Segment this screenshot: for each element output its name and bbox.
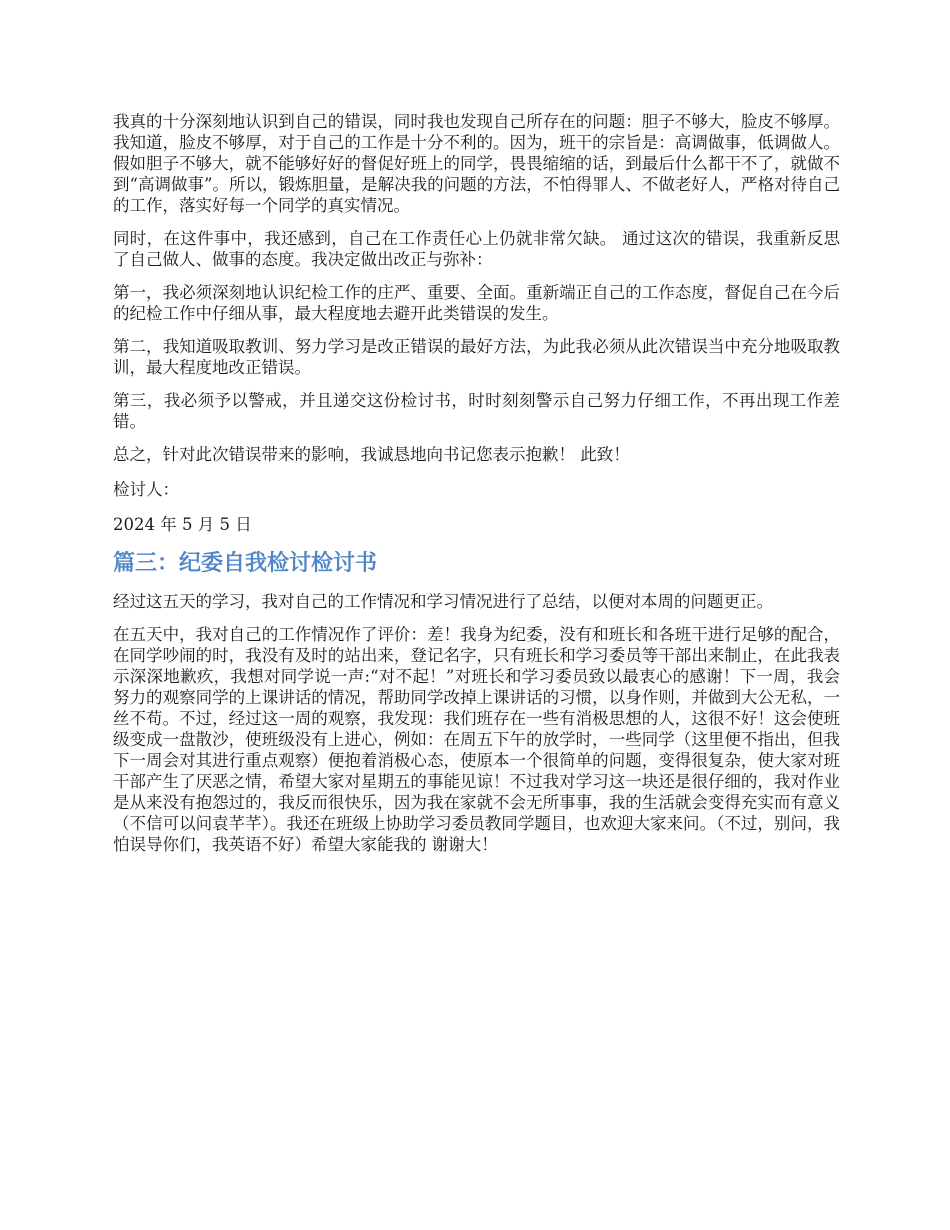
paragraph-responsibility: 同时，在这件事中，我还感到，自己在工作责任心上仍就非常欠缺。 通过这次的错误，我重新反思了自己做人、做事的态度。我决定做出改正与弥补：: [113, 229, 840, 269]
section-heading: 篇三：纪委自我检讨检讨书: [113, 551, 378, 576]
paragraph-first-point: 第一，我必须深刻地认识纪检工作的庄严、重要、全面。重新端正自己的工作态度，督促自己在今后的纪检工作中仔细从事，最大程度地去避开此类错误的发生。: [113, 283, 840, 323]
paragraph-awareness: 我真的十分深刻地认识到自己的错误，同时我也发现自己所存在的问题：胆子不够大，脸皮不够厚。我知道，脸皮不够厚，对于自己的工作是十分不利的。因为，班干的宗旨是：高调做事，低调做人。假如胆子不够大，就不能够好好的督促好班上的同学，畏畏缩缩的话，到最后什么都干不了，就做不到“高调做事”。所以，锻炼胆量，是解决我的问题的方法，不怕得罪人、不做老好人，严格对待自己的工作，落实好每一个同学的真实情况。: [113, 112, 840, 215]
paragraph-summary-intro: 经过这五天的学习，我对自己的工作情况和学习情况进行了总结，以便对本周的问题更正。: [113, 592, 773, 611]
paragraph-third-point: 第三，我必须予以警戒，并且递交这份检讨书，时时刻刻警示自己努力仔细工作，不再出现工作差错。: [113, 391, 840, 431]
document-page: [113, 111, 840, 867]
paragraph-self-evaluation: 在五天中，我对自己的工作情况作了评价：差！我身为纪委，没有和班长和各班干进行足够的配合，在同学吵闹的时，我没有及时的站出来，登记名字，只有班长和学习委员等干部出来制止，在此我表示深深地歉疚，我想对同学说一声:“对不起！”对班长和学习委员致以最衷心的感谢！下一周，我会努力的观察同学的上课讲话的情况，帮助同学改掉上课讲话的习惯，以身作则，并做到大公无私，一丝不苟。不过，经过这一周的观察，我发现：我们班存在一些有消极思想的人，这很不好！这会使班级变成一盘散沙，使班级没有上进心，例如：在周五下午的放学时，一些同学（这里便不指出，但我下一周会对其进行重点观察）便抱着消极心态，使原本一个很简单的问题，变得很复杂，使大家对班干部产生了厌恶之情，希望大家对星期五的事能见谅！不过我对学习这一块还是很仔细的，我对作业是从来没有抱怨过的，我反而很快乐，因为我在家就不会无所事事，我的生活就会变得充实而有意义（不信可以问袁芊芊）。我还在班级上协助学习委员教同学题目，也欢迎大家来问。（不过，别问，我怕误导你们，我英语不好）希望大家能我的 谢谢大！: [113, 625, 840, 854]
signature-line: 检讨人：: [113, 480, 179, 499]
date-line: 2024 年 5 月 5 日: [113, 515, 252, 534]
paragraph-conclusion: 总之，针对此次错误带来的影响，我诚恳地向书记您表示抱歉！ 此致！: [113, 445, 630, 464]
paragraph-second-point: 第二，我知道吸取教训、努力学习是改正错误的最好方法，为此我必须从此次错误当中充分地吸取教训，最大程度地改正错误。: [113, 337, 840, 377]
